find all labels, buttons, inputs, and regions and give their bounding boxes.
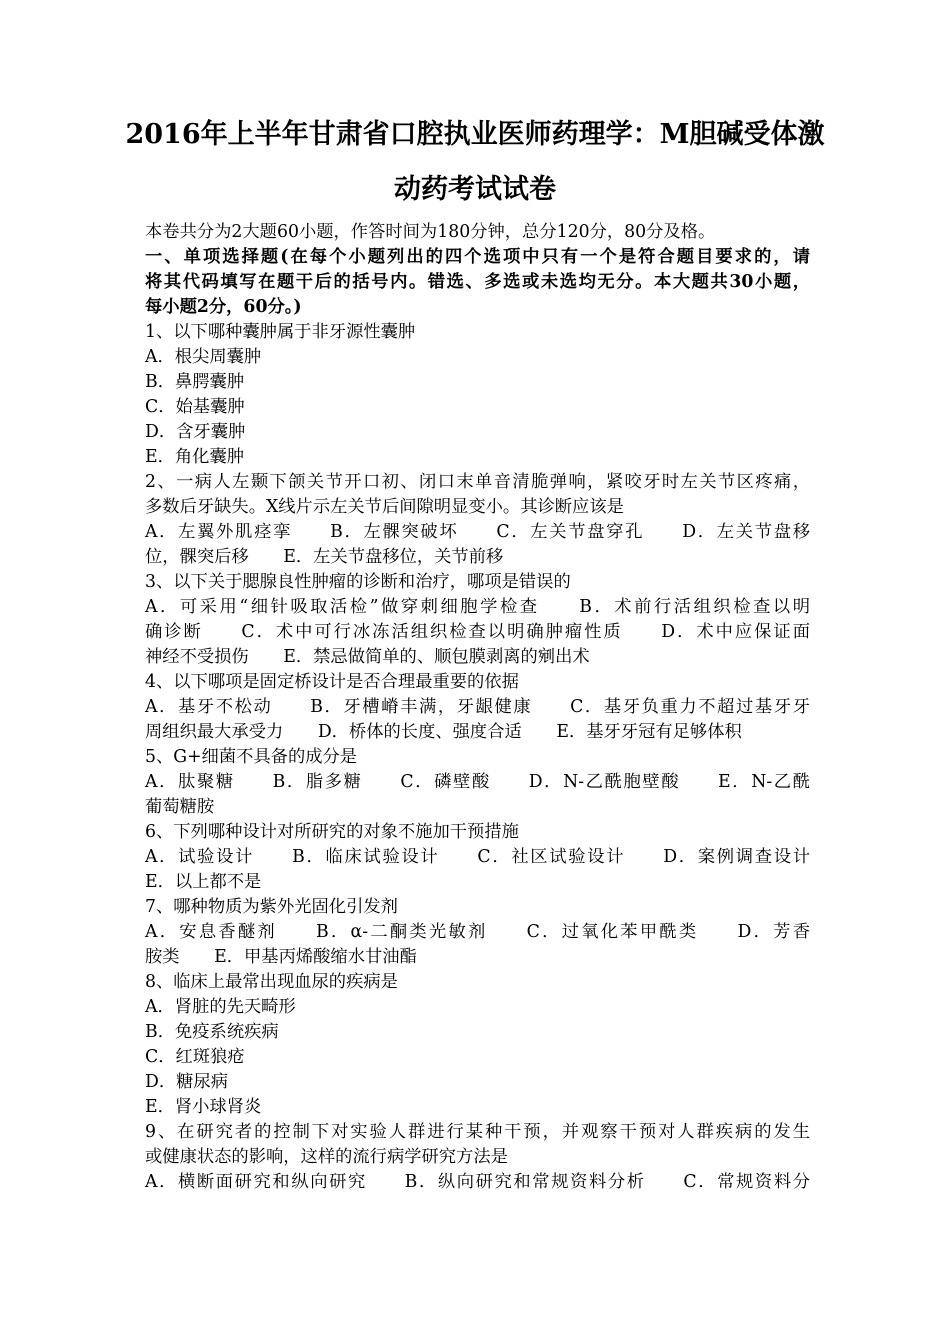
answer-options: 神经不受损伤 E．禁忌做简单的、顺包膜剥离的剜出术 (145, 647, 590, 667)
answer-options: A．基牙不松动 B．牙槽嵴丰满，牙龈健康 C．基牙负重力不超过基牙牙 (145, 697, 810, 717)
answer-options: 确诊断 C．术中可行冰冻活组织检查以明确肿瘤性质 D．术中应保证面 (145, 622, 810, 642)
answer-option: B．免疫系统疾病 (145, 1022, 279, 1042)
section-heading: 将其代码填写在题干后的括号内。错选、多选或未选均无分。本大题共30小题， (145, 272, 810, 292)
answer-options: A．可采用“细针吸取活检”做穿刺细胞学检查 B．术前行活组织检查以明 (145, 597, 810, 617)
question-stem: 2、一病人左颞下颌关节开口初、闭口末单音清脆弹响，紧咬牙时左关节区疼痛， (145, 472, 810, 492)
section-heading: 每小题2分，60分。) (145, 297, 302, 317)
answer-option: B．鼻腭囊肿 (145, 372, 245, 392)
answer-option: D．糖尿病 (145, 1072, 228, 1092)
answer-options: A．横断面研究和纵向研究 B．纵向研究和常规资料分析 C．常规资料分 (145, 1172, 810, 1192)
section-heading: 一、单项选择题(在每个小题列出的四个选项中只有一个是符合题目要求的，请 (145, 247, 810, 267)
document-title-line-2: 动药考试试卷 (394, 174, 556, 205)
question-stem: 8、临床上最常出现血尿的疾病是 (145, 972, 398, 992)
question-stem: 3、以下关于腮腺良性肿瘤的诊断和治疗，哪项是错误的 (145, 572, 571, 592)
question-stem: 多数后牙缺失。X线片示左关节后间隙明显变小。其诊断应该是 (145, 497, 624, 517)
question-stem: 9、在研究者的控制下对实验人群进行某种干预，并观察干预对人群疾病的发生 (145, 1122, 810, 1142)
answer-option: C．红斑狼疮 (145, 1047, 245, 1067)
document-body (145, 220, 810, 1195)
question-stem: 5、G+细菌不具备的成分是 (145, 747, 358, 767)
question-stem: 6、下列哪种设计对所研究的对象不施加干预措施 (145, 822, 519, 842)
exam-instructions: 本卷共分为2大题60小题，作答时间为180分钟，总分120分，80分及格。 (145, 222, 716, 242)
answer-option: D．含牙囊肿 (145, 422, 246, 442)
answer-option: A．根尖周囊肿 (145, 347, 262, 367)
answer-options: E．以上都不是 (145, 872, 262, 892)
question-stem: 4、以下哪项是固定桥设计是否合理最重要的依据 (145, 672, 519, 692)
answer-option: E．角化囊肿 (145, 447, 245, 467)
answer-option: A．肾脏的先天畸形 (145, 997, 296, 1017)
answer-options: 周组织最大承受力 D．桥体的长度、强度合适 E．基牙牙冠有足够体积 (145, 722, 742, 742)
answer-options: 胺类 E．甲基丙烯酸缩水甘油酯 (145, 947, 417, 967)
answer-options: 位，髁突后移 E．左关节盘移位，关节前移 (145, 547, 504, 567)
answer-options: 葡萄糖胺 (145, 797, 215, 817)
answer-options: A．左翼外肌痉挛 B．左髁突破坏 C．左关节盘穿孔 D．左关节盘移 (145, 522, 810, 542)
question-stem: 1、以下哪种囊肿属于非牙源性囊肿 (145, 322, 416, 342)
question-stem: 7、哪种物质为紫外光固化引发剂 (145, 897, 398, 917)
question-stem: 或健康状态的影响，这样的流行病学研究方法是 (145, 1147, 508, 1167)
answer-options: A．安息香醚剂 B．α-二酮类光敏剂 C．过氧化苯甲酰类 D．芳香 (145, 922, 810, 942)
answer-option: E．肾小球肾炎 (145, 1097, 262, 1117)
answer-options: A．试验设计 B．临床试验设计 C．社区试验设计 D．案例调查设计 (145, 847, 810, 867)
answer-option: C．始基囊肿 (145, 397, 245, 417)
answer-options: A．肽聚糖 B．脂多糖 C．磷壁酸 D．N-乙酰胞壁酸 E．N-乙酰 (145, 772, 810, 792)
document-title-line-1: 2016年上半年甘肃省口腔执业医师药理学：M胆碱受体激 (125, 119, 825, 150)
